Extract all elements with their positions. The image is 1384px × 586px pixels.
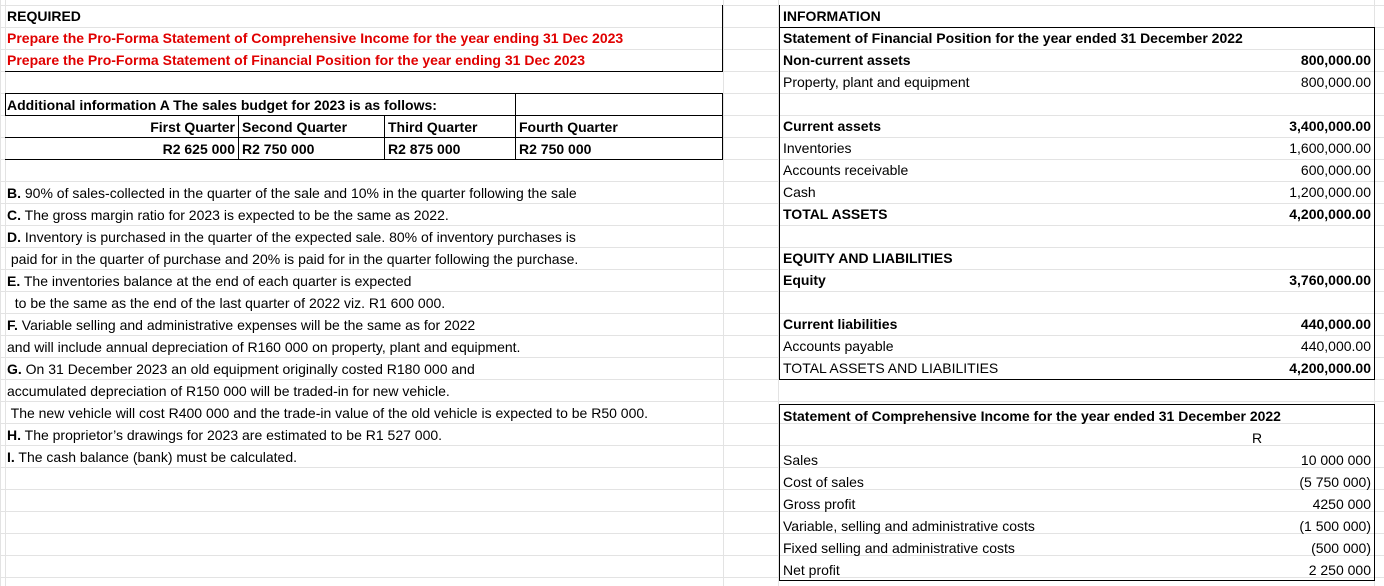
sfp-row-value: 800,000.00 bbox=[1300, 74, 1371, 90]
sfp-row-label: Accounts receivable bbox=[783, 162, 909, 178]
sfp-border-right bbox=[1374, 27, 1375, 379]
note-text: 90% of sales-collected in the quarter of the sale and 10% in the quarter following the sale bbox=[21, 185, 577, 201]
header-first-quarter: First Quarter bbox=[150, 119, 235, 135]
sci-row-value: (1 500 000) bbox=[1299, 518, 1371, 534]
header-second-quarter: Second Quarter bbox=[242, 119, 348, 135]
sfp-border-left bbox=[779, 5, 780, 379]
sfp-row-value: 440,000.00 bbox=[1300, 338, 1371, 354]
header-fourth-quarter: Fourth Quarter bbox=[519, 119, 618, 135]
sfp-row-value: 440,000.00 bbox=[1300, 316, 1371, 332]
note-label: G. bbox=[7, 361, 22, 377]
note-line bbox=[7, 402, 648, 424]
note-text: On 31 December 2023 an old equipment originally costed R180 000 and bbox=[21, 361, 475, 377]
note-line bbox=[7, 226, 576, 248]
sfp-row-value: 600,000.00 bbox=[1300, 162, 1371, 178]
sci-row-value: 2 250 000 bbox=[1308, 562, 1371, 578]
sci-row-label: Fixed selling and administrative costs bbox=[783, 540, 1015, 556]
note-line bbox=[7, 182, 577, 204]
sfp-row-value: 800,000.00 bbox=[1300, 52, 1371, 68]
sfp-title: Statement of Financial Position for the year ended 31 December 2022 bbox=[783, 30, 1243, 46]
note-text: and will include annual depreciation of R160 000 on property, plant and equipment. bbox=[7, 339, 521, 355]
note-text: The gross margin ratio for 2023 is expected to be the same as 2022. bbox=[21, 207, 449, 223]
sfp-row-label: EQUITY AND LIABILITIES bbox=[783, 250, 953, 266]
sfp-row-label: Property, plant and equipment bbox=[783, 74, 970, 90]
note-line bbox=[7, 424, 442, 446]
information-heading: INFORMATION bbox=[783, 8, 881, 24]
sfp-row-label: Non-current assets bbox=[783, 52, 911, 68]
sci-title: Statement of Comprehensive Income for the year ended 31 December 2022 bbox=[783, 408, 1281, 424]
sci-row-label: Cost of sales bbox=[783, 474, 864, 490]
sci-row-label: Sales bbox=[783, 452, 819, 468]
note-line bbox=[7, 446, 297, 468]
sfp-row-value: 4,200,000.00 bbox=[1289, 206, 1371, 222]
grid-line bbox=[723, 0, 724, 586]
note-text: The proprietor’s drawings for 2023 are estimated to be R1 527 000. bbox=[21, 427, 443, 443]
note-label: I. bbox=[7, 449, 15, 465]
sfp-row-label: TOTAL ASSETS bbox=[783, 206, 888, 222]
note-text: Variable selling and administrative expenses will be the same as for 2022 bbox=[17, 317, 476, 333]
sci-row-value: 4250 000 bbox=[1312, 496, 1371, 512]
note-text: The new vehicle will cost R400 000 and the trade-in value of the old vehicle is expected to be R50 000. bbox=[7, 405, 649, 421]
note-text: The cash balance (bank) must be calculated. bbox=[14, 449, 298, 465]
note-label: H. bbox=[7, 427, 21, 443]
note-text: accumulated depreciation of R150 000 will be traded-in for new vehicle. bbox=[7, 383, 450, 399]
sfp-row-value: 4,200,000.00 bbox=[1289, 360, 1371, 376]
note-label: F. bbox=[7, 317, 18, 333]
sfp-row-value: 3,760,000.00 bbox=[1289, 272, 1371, 288]
note-label: E. bbox=[7, 273, 21, 289]
sci-row-value: (500 000) bbox=[1311, 540, 1371, 556]
sfp-row-label: Inventories bbox=[783, 140, 852, 156]
sci-row-label: Net profit bbox=[783, 562, 840, 578]
required-heading: REQUIRED bbox=[7, 8, 81, 24]
note-text: paid for in the quarter of purchase and 20% is paid for in the quarter following the purchase. bbox=[7, 251, 579, 267]
sci-row-value: 10 000 000 bbox=[1300, 452, 1371, 468]
required-line-1: Prepare the Pro-Forma Statement of Comprehensive Income for the year ending 31 Dec 2023 bbox=[7, 30, 624, 46]
sfp-row-value: 1,200,000.00 bbox=[1289, 184, 1371, 200]
sci-border-left bbox=[779, 404, 780, 580]
sci-row-label: Variable, selling and administrative costs bbox=[783, 518, 1035, 534]
sfp-row-value: 1,600,000.00 bbox=[1289, 140, 1371, 156]
value-fourth-quarter: R2 750 000 bbox=[519, 141, 592, 157]
grid-line bbox=[5, 0, 6, 586]
sfp-row-label: Current liabilities bbox=[783, 316, 898, 332]
note-line bbox=[7, 380, 450, 402]
note-line bbox=[7, 270, 411, 292]
note-text: The inventories balance at the end of each quarter is expected bbox=[20, 273, 412, 289]
sfp-row-label: Equity bbox=[783, 272, 826, 288]
sfp-row-label: Accounts payable bbox=[783, 338, 894, 354]
sci-border-right bbox=[1374, 404, 1375, 580]
note-label: D. bbox=[7, 229, 21, 245]
note-line bbox=[7, 358, 475, 380]
sci-currency: R bbox=[1252, 430, 1263, 446]
note-line bbox=[7, 292, 445, 314]
value-second-quarter: R2 750 000 bbox=[242, 141, 315, 157]
sfp-row-label: Cash bbox=[783, 184, 816, 200]
note-label: C. bbox=[7, 207, 21, 223]
required-line-2: Prepare the Pro-Forma Statement of Financial Position for the year ending 31 Dec 2023 bbox=[7, 52, 586, 68]
sfp-row-value: 3,400,000.00 bbox=[1289, 118, 1371, 134]
note-text: to be the same as the end of the last quarter of 2022 viz. R1 600 000. bbox=[7, 295, 446, 311]
note-text: Inventory is purchased in the quarter of the expected sale. 80% of inventory purchases is bbox=[21, 229, 576, 245]
value-first-quarter: R2 625 000 bbox=[162, 141, 235, 157]
note-line bbox=[7, 314, 475, 336]
note-line bbox=[7, 336, 520, 358]
sfp-border-bottom bbox=[779, 379, 1375, 380]
header-third-quarter: Third Quarter bbox=[388, 119, 478, 135]
sfp-row-label: TOTAL ASSETS AND LIABILITIES bbox=[783, 360, 999, 376]
note-line bbox=[7, 248, 578, 270]
sales-budget-title: Additional information A The sales budget for 2023 is as follows: bbox=[7, 97, 437, 113]
sci-row-value: (5 750 000) bbox=[1299, 474, 1371, 490]
sci-row-label: Gross profit bbox=[783, 496, 856, 512]
note-label: B. bbox=[7, 185, 21, 201]
sfp-row-label: Current assets bbox=[783, 118, 882, 134]
note-line bbox=[7, 204, 449, 226]
value-third-quarter: R2 875 000 bbox=[388, 141, 461, 157]
